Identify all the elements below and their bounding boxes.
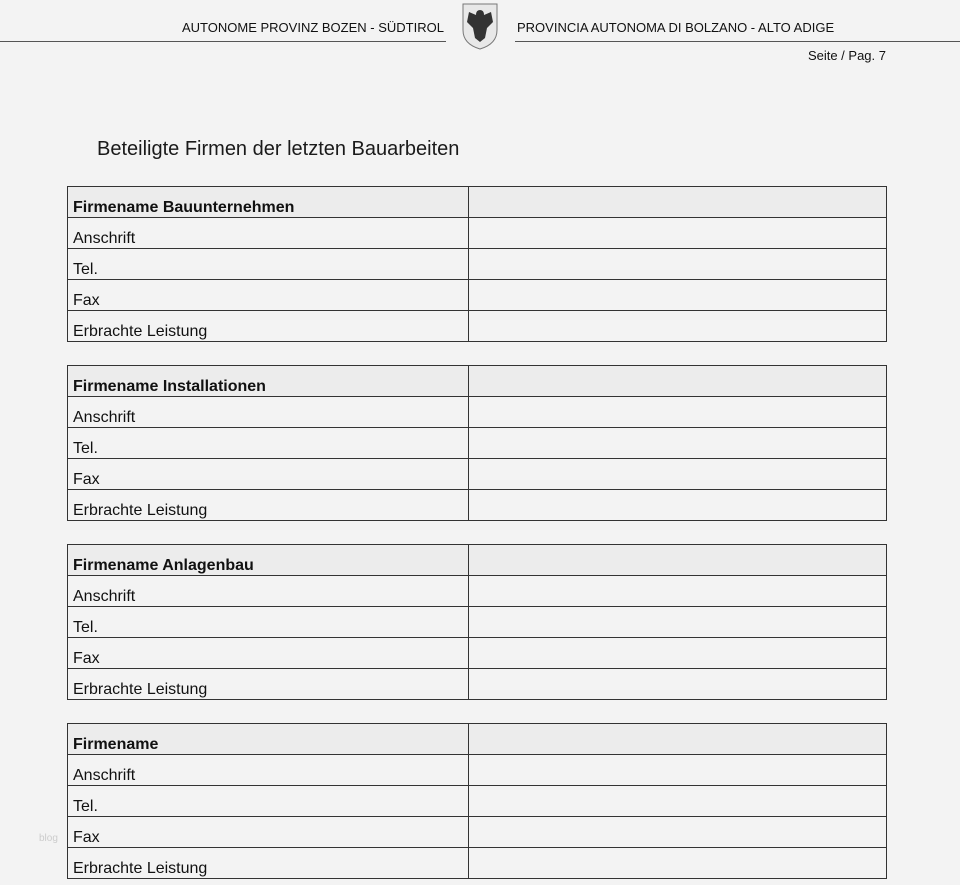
table-row <box>68 724 887 755</box>
company-table <box>67 186 887 342</box>
field-value[interactable] <box>469 187 887 218</box>
table-row <box>68 187 887 218</box>
field-value[interactable] <box>469 545 887 576</box>
page-number: Seite / Pag. 7 <box>807 48 886 63</box>
field-value[interactable] <box>469 638 887 669</box>
field-label: Fax <box>68 817 469 848</box>
watermark: blog <box>39 833 58 844</box>
table-row <box>68 366 887 397</box>
field-label: Fax <box>68 280 469 311</box>
table-row <box>68 786 887 817</box>
field-label: Tel. <box>68 249 469 280</box>
field-label: Firmename <box>68 724 469 755</box>
field-label: Erbrachte Leistung <box>68 669 469 700</box>
field-label: Anschrift <box>68 755 469 786</box>
field-value[interactable] <box>469 218 887 249</box>
field-label: Anschrift <box>68 576 469 607</box>
field-value[interactable] <box>469 755 887 786</box>
table-row <box>68 669 887 700</box>
company-table <box>67 365 887 521</box>
field-label: Tel. <box>68 428 469 459</box>
field-value[interactable] <box>469 848 887 879</box>
field-label: Anschrift <box>68 218 469 249</box>
table-row <box>68 218 887 249</box>
field-value[interactable] <box>469 249 887 280</box>
field-label: Fax <box>68 459 469 490</box>
field-label: Tel. <box>68 786 469 817</box>
table-row <box>68 576 887 607</box>
field-label: Erbrachte Leistung <box>68 848 469 879</box>
header-province-german: AUTONOME PROVINZ BOZEN - SÜDTIROL <box>182 20 444 35</box>
field-value[interactable] <box>469 428 887 459</box>
header-divider-left <box>0 41 446 42</box>
field-label: Firmename Installationen <box>68 366 469 397</box>
table-row <box>68 490 887 521</box>
field-label: Anschrift <box>68 397 469 428</box>
header-province-italian: PROVINCIA AUTONOMA DI BOLZANO - ALTO ADIGE <box>517 20 835 35</box>
table-row <box>68 848 887 879</box>
table-row <box>68 280 887 311</box>
table-row <box>68 545 887 576</box>
field-value[interactable] <box>469 397 887 428</box>
field-label: Erbrachte Leistung <box>68 490 469 521</box>
table-row <box>68 428 887 459</box>
table-row <box>68 249 887 280</box>
table-row <box>68 607 887 638</box>
table-row <box>68 311 887 342</box>
field-value[interactable] <box>469 669 887 700</box>
table-row <box>68 459 887 490</box>
field-value[interactable] <box>469 607 887 638</box>
field-label: Tel. <box>68 607 469 638</box>
table-row <box>68 397 887 428</box>
header-divider-right <box>515 41 960 42</box>
field-value[interactable] <box>469 576 887 607</box>
field-value[interactable] <box>469 311 887 342</box>
field-value[interactable] <box>469 459 887 490</box>
coat-of-arms-eagle-icon <box>461 2 499 50</box>
company-table <box>67 723 887 879</box>
field-value[interactable] <box>469 786 887 817</box>
company-table <box>67 544 887 700</box>
field-value[interactable] <box>469 490 887 521</box>
field-value[interactable] <box>469 280 887 311</box>
field-label: Fax <box>68 638 469 669</box>
field-label: Firmename Anlagenbau <box>68 545 469 576</box>
field-label: Firmename Bauunternehmen <box>68 187 469 218</box>
table-row <box>68 638 887 669</box>
field-value[interactable] <box>469 366 887 397</box>
field-label: Erbrachte Leistung <box>68 311 469 342</box>
document-title: Beteiligte Firmen der letzten Bauarbeiten <box>97 138 460 160</box>
table-row <box>68 817 887 848</box>
field-value[interactable] <box>469 817 887 848</box>
table-row <box>68 755 887 786</box>
field-value[interactable] <box>469 724 887 755</box>
